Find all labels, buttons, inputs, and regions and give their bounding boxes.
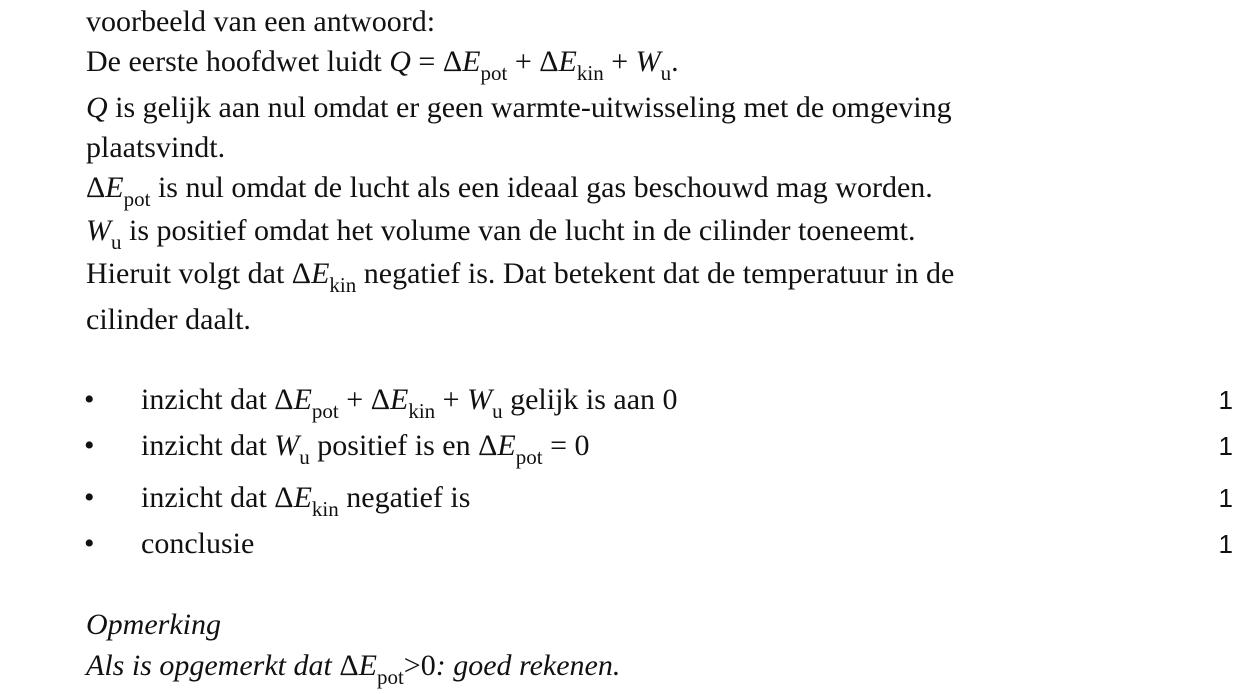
wu-positive-line [86, 213, 916, 254]
plus-sign: + [338, 383, 371, 416]
bullet-point: • [84, 429, 95, 462]
subscript-kin: kin [408, 399, 436, 423]
delta-symbol: Δ [339, 649, 359, 682]
delta-symbol: Δ [370, 383, 390, 416]
symbol-e: E [558, 45, 577, 78]
delta-symbol: Δ [274, 481, 294, 514]
rubric-item-mid: positief is en [317, 429, 471, 462]
subscript-u: u [299, 445, 310, 469]
wu-positive-text: is positief omdat het volume van de lucht in de cilinder toeneemt. [129, 214, 916, 247]
rubric-item-post: = 0 [550, 429, 590, 462]
rubric-item-pre: inzicht dat [141, 481, 267, 514]
symbol-e: E [293, 481, 312, 514]
q-zero-line-cont: plaatsvindt. [86, 131, 226, 164]
ekin-negative-text: negatief is. Dat betekent dat de temperatuur in de [363, 257, 955, 290]
note-gt-zero: >0 [403, 649, 436, 682]
symbol-e: E [311, 257, 330, 290]
subscript-pot: pot [515, 445, 543, 469]
first-law-line [86, 44, 679, 85]
ekin-negative-line [86, 256, 955, 297]
subscript-u: u [492, 399, 503, 423]
first-law-text: De eerste hoofdwet luidt [86, 45, 382, 78]
symbol-e: E [462, 45, 481, 78]
symbol-w: W [86, 214, 111, 247]
rubric-item-text [141, 480, 471, 521]
subscript-pot: pot [123, 187, 151, 211]
rubric-item-text: conclusie [141, 527, 255, 560]
delta-symbol: Δ [274, 383, 294, 416]
note-line [86, 648, 621, 689]
symbol-q: Q [86, 91, 108, 124]
bullet-point: • [84, 481, 95, 514]
equals-sign: = [410, 45, 443, 78]
note-post: : goed rekenen. [435, 649, 621, 682]
answer-heading: voorbeeld van een antwoord: [86, 5, 436, 38]
delta-symbol: Δ [442, 45, 463, 78]
delta-symbol: Δ [86, 171, 106, 204]
bullet-point: • [84, 527, 95, 560]
epot-zero-line [86, 170, 933, 211]
delta-symbol: Δ [539, 45, 559, 78]
symbol-q: Q [389, 45, 411, 78]
note-title: Opmerking [86, 608, 221, 641]
rubric-score: 1 [1218, 529, 1233, 559]
subscript-pot: pot [311, 399, 339, 423]
symbol-e: E [293, 383, 312, 416]
plus-sign: + [507, 45, 540, 78]
symbol-e: E [389, 383, 409, 416]
subscript-kin: kin [576, 61, 604, 85]
plus-sign: + [435, 383, 468, 416]
epot-zero-text: is nul omdat de lucht als een ideaal gas beschouwd mag worden. [157, 171, 933, 204]
rubric-item-post: gelijk is aan 0 [510, 383, 678, 416]
rubric-item-pre: inzicht dat [141, 429, 267, 462]
rubric-score: 1 [1218, 385, 1233, 415]
rubric-item-post: negatief is [346, 481, 471, 514]
q-zero-line [86, 90, 952, 126]
subscript-u: u [111, 230, 122, 254]
symbol-w: W [635, 45, 661, 78]
symbol-w: W [467, 383, 493, 416]
subscript-kin: kin [329, 273, 357, 297]
note-pre: Als is opgemerkt dat [86, 649, 332, 682]
conclusion-line: cilinder daalt. [86, 303, 251, 336]
delta-symbol: Δ [291, 257, 312, 290]
plus-sign: + [603, 45, 636, 78]
symbol-e: E [497, 429, 516, 462]
bullet-point: • [84, 383, 95, 416]
symbol-w: W [274, 429, 300, 462]
ekin-negative-pre: Hieruit volgt dat [86, 257, 285, 290]
symbol-e: E [358, 649, 377, 682]
subscript-pot: pot [376, 665, 404, 689]
symbol-e: E [105, 171, 124, 204]
q-zero-text: is gelijk aan nul omdat er geen warmte-uitwisseling met de omgeving [115, 91, 952, 124]
rubric-item-text [141, 382, 678, 423]
subscript-u: u [660, 61, 672, 85]
period: . [671, 45, 679, 78]
rubric-score: 1 [1218, 483, 1233, 513]
rubric-score: 1 [1218, 431, 1233, 461]
subscript-kin: kin [311, 497, 339, 521]
delta-symbol: Δ [478, 429, 498, 462]
subscript-pot: pot [480, 61, 508, 85]
rubric-item-text [141, 428, 590, 469]
rubric-item-pre: inzicht dat [141, 383, 267, 416]
